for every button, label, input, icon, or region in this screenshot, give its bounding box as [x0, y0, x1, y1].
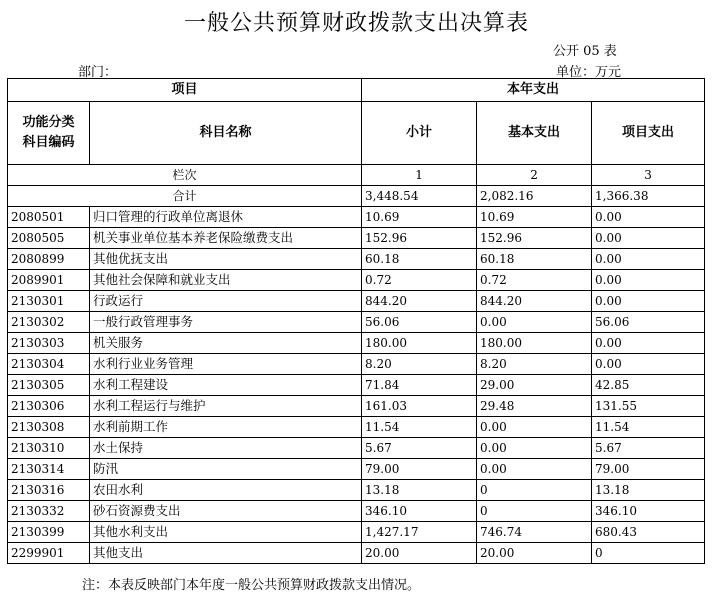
row-basic: 20.00: [477, 543, 592, 564]
department-label: 部门：: [78, 65, 118, 80]
code-column-header: 功能分类 科目编码: [8, 102, 90, 165]
row-project: 11.54: [592, 417, 705, 438]
row-subtotal: 346.10: [362, 501, 477, 522]
row-basic: 0.00: [477, 312, 592, 333]
row-basic: 0.00: [477, 459, 592, 480]
row-basic: 8.20: [477, 354, 592, 375]
row-name: 一般行政管理事务: [90, 312, 362, 333]
row-subtotal: 60.18: [362, 249, 477, 270]
row-subtotal: 71.84: [362, 375, 477, 396]
row-project: 0.00: [592, 270, 705, 291]
row-code: 2130302: [8, 312, 90, 333]
row-project: 56.06: [592, 312, 705, 333]
table-row: [8, 249, 705, 270]
row-project: 0.00: [592, 207, 705, 228]
year-expenditure-header: 本年支出: [362, 79, 705, 102]
row-name: 其他水利支出: [90, 522, 362, 543]
row-code: 2130314: [8, 459, 90, 480]
table-row: [8, 459, 705, 480]
row-basic: 60.18: [477, 249, 592, 270]
row-subtotal: 56.06: [362, 312, 477, 333]
column-index-label: 栏次: [8, 165, 362, 186]
row-basic: 10.69: [477, 207, 592, 228]
row-code: 2130303: [8, 333, 90, 354]
row-basic: 0.72: [477, 270, 592, 291]
table-row: [8, 228, 705, 249]
row-subtotal: 152.96: [362, 228, 477, 249]
row-code: 2299901: [8, 543, 90, 564]
row-subtotal: 180.00: [362, 333, 477, 354]
item-group-header: 项目: [8, 79, 362, 102]
row-name: 砂石资源费支出: [90, 501, 362, 522]
row-code: 2130316: [8, 480, 90, 501]
row-subtotal: 20.00: [362, 543, 477, 564]
total-label: 合计: [8, 186, 362, 207]
table-row: [8, 438, 705, 459]
row-code: 2080505: [8, 228, 90, 249]
row-subtotal: 11.54: [362, 417, 477, 438]
row-code: 2130332: [8, 501, 90, 522]
column-index-row: [8, 165, 705, 186]
row-subtotal: 13.18: [362, 480, 477, 501]
table-row: [8, 354, 705, 375]
header-columns-row: [8, 102, 705, 165]
row-subtotal: 1,427.17: [362, 522, 477, 543]
row-project: 0.00: [592, 228, 705, 249]
table-row: [8, 291, 705, 312]
row-subtotal: 0.72: [362, 270, 477, 291]
page-title: 一般公共预算财政拨款支出决算表: [183, 11, 529, 36]
row-project: 131.55: [592, 396, 705, 417]
row-project: 0.00: [592, 354, 705, 375]
row-basic: 0: [477, 501, 592, 522]
row-project: 0: [592, 543, 705, 564]
table-row: [8, 501, 705, 522]
unit-label: 单位：万元: [556, 65, 622, 80]
row-basic: 844.20: [477, 291, 592, 312]
row-name: 机关事业单位基本养老保险缴费支出: [90, 228, 362, 249]
row-subtotal: 5.67: [362, 438, 477, 459]
row-subtotal: 161.03: [362, 396, 477, 417]
form-number: 公开 05 表: [553, 44, 617, 59]
row-basic: 29.48: [477, 396, 592, 417]
row-basic: 0.00: [477, 438, 592, 459]
row-name: 水利行业业务管理: [90, 354, 362, 375]
subtotal-column-header: 小计: [362, 102, 477, 165]
column-index-2: 2: [477, 165, 592, 186]
name-column-header: 科目名称: [90, 102, 362, 165]
row-name: 水土保持: [90, 438, 362, 459]
row-name: 行政运行: [90, 291, 362, 312]
row-basic: 29.00: [477, 375, 592, 396]
row-name: 其他支出: [90, 543, 362, 564]
row-basic: 0.00: [477, 417, 592, 438]
row-code: 2130305: [8, 375, 90, 396]
row-code: 2130301: [8, 291, 90, 312]
total-basic: 2,082.16: [477, 186, 592, 207]
table-row: [8, 270, 705, 291]
row-name: 农田水利: [90, 480, 362, 501]
row-basic: 746.74: [477, 522, 592, 543]
row-code: 2130304: [8, 354, 90, 375]
row-code: 2130308: [8, 417, 90, 438]
header-group-row: [8, 79, 705, 102]
row-name: 机关服务: [90, 333, 362, 354]
expenditure-table: [7, 78, 705, 564]
row-name: 水利工程建设: [90, 375, 362, 396]
row-basic: 180.00: [477, 333, 592, 354]
basic-column-header: 基本支出: [477, 102, 592, 165]
row-project: 0.00: [592, 333, 705, 354]
row-name: 归口管理的行政单位离退休: [90, 207, 362, 228]
row-project: 79.00: [592, 459, 705, 480]
row-subtotal: 8.20: [362, 354, 477, 375]
row-name: 其他优抚支出: [90, 249, 362, 270]
row-code: 2089901: [8, 270, 90, 291]
table-row: [8, 417, 705, 438]
row-name: 其他社会保障和就业支出: [90, 270, 362, 291]
row-project: 13.18: [592, 480, 705, 501]
row-basic: 152.96: [477, 228, 592, 249]
row-name: 水利工程运行与维护: [90, 396, 362, 417]
total-project: 1,366.38: [592, 186, 705, 207]
table-row: [8, 312, 705, 333]
row-project: 0.00: [592, 249, 705, 270]
row-code: 2130306: [8, 396, 90, 417]
table-row: [8, 207, 705, 228]
row-subtotal: 844.20: [362, 291, 477, 312]
project-column-header: 项目支出: [592, 102, 705, 165]
row-project: 0.00: [592, 291, 705, 312]
row-code: 2080899: [8, 249, 90, 270]
row-subtotal: 79.00: [362, 459, 477, 480]
table-row: [8, 480, 705, 501]
row-basic: 0: [477, 480, 592, 501]
table-row: [8, 522, 705, 543]
table-row: [8, 375, 705, 396]
row-project: 346.10: [592, 501, 705, 522]
row-code: 2130310: [8, 438, 90, 459]
table-row: [8, 333, 705, 354]
row-project: 42.85: [592, 375, 705, 396]
row-name: 水利前期工作: [90, 417, 362, 438]
row-subtotal: 10.69: [362, 207, 477, 228]
row-project: 5.67: [592, 438, 705, 459]
row-name: 防汛: [90, 459, 362, 480]
row-code: 2080501: [8, 207, 90, 228]
column-index-3: 3: [592, 165, 705, 186]
total-row: [8, 186, 705, 207]
row-project: 680.43: [592, 522, 705, 543]
total-subtotal: 3,448.54: [362, 186, 477, 207]
column-index-1: 1: [362, 165, 477, 186]
row-code: 2130399: [8, 522, 90, 543]
footnote: 注：本表反映部门本年度一般公共预算财政拨款支出情况。: [82, 578, 421, 593]
table-row: [8, 543, 705, 564]
table-row: [8, 396, 705, 417]
